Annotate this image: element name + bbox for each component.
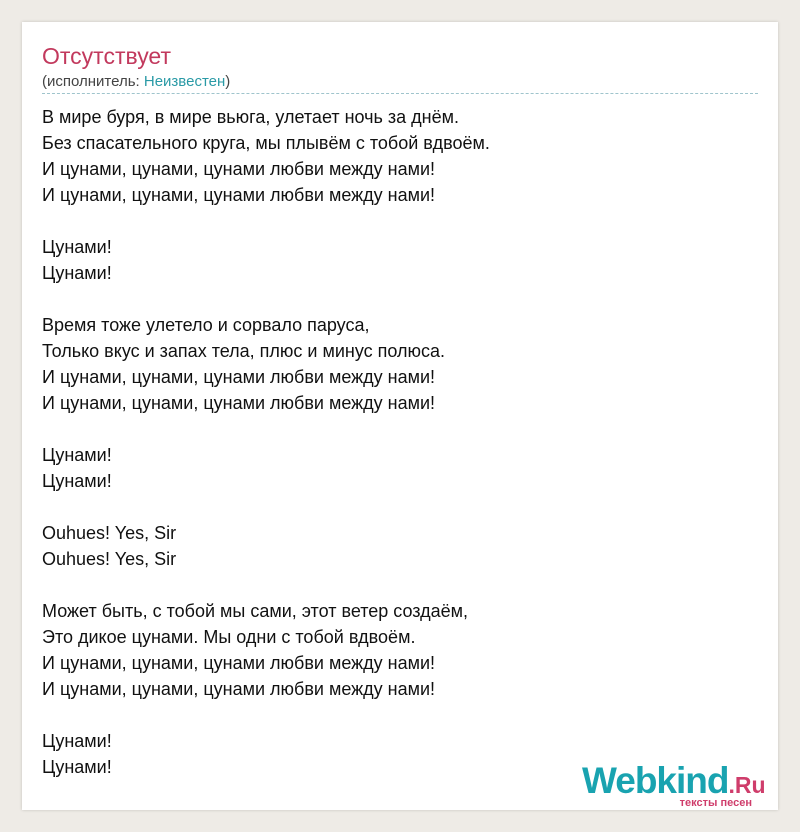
lyric-line: Только вкус и запах тела, плюс и минус полюса. [42, 341, 446, 361]
lyric-line: Цунами! [42, 445, 112, 465]
stanza-gap [42, 286, 758, 312]
stanza-gap [42, 494, 758, 520]
stanza-gap [42, 416, 758, 442]
logo-domain: .Ru [728, 772, 766, 798]
webkind-logo[interactable] [582, 760, 782, 812]
lyric-line: Ouhues! Yes, Sir [42, 523, 177, 543]
lyric-line: И цунами, цунами, цунами любви между нами! [42, 393, 436, 413]
logo-brand: Webkind [582, 760, 729, 801]
lyric-line: И цунами, цунами, цунами любви между нами! [42, 653, 436, 673]
lyric-line: Это дикое цунами. Мы одни с тобой вдвоём. [42, 627, 416, 647]
song-title: Отсутствует [42, 43, 171, 69]
divider [42, 93, 758, 94]
artist-prefix: (исполнитель: [42, 73, 144, 90]
lyrics-text [42, 104, 758, 780]
lyric-line: Цунами! [42, 263, 112, 283]
lyric-line: Цунами! [42, 731, 112, 751]
lyrics-card [22, 22, 778, 810]
lyric-line: И цунами, цунами, цунами любви между нами! [42, 679, 436, 699]
lyric-line: Цунами! [42, 757, 112, 777]
lyric-line: Может быть, с тобой мы сами, этот ветер создаём, [42, 601, 469, 621]
lyric-line: И цунами, цунами, цунами любви между нами! [42, 159, 436, 179]
lyric-line: Ouhues! Yes, Sir [42, 549, 177, 569]
lyric-line: Цунами! [42, 471, 112, 491]
lyric-line: И цунами, цунами, цунами любви между нами! [42, 367, 436, 387]
artist-link[interactable]: Неизвестен [143, 73, 226, 90]
stanza-gap [42, 208, 758, 234]
artist-line [42, 72, 230, 92]
lyric-line: Без спасательного круга, мы плывём с тобой вдвоём. [42, 133, 490, 153]
lyric-line: Время тоже улетело и сорвало паруса, [42, 315, 370, 335]
stanza-gap [42, 572, 758, 598]
stanza-gap [42, 702, 758, 728]
lyric-line: В мире буря, в мире вьюга, улетает ночь за днём. [42, 107, 460, 127]
lyric-line: Цунами! [42, 237, 112, 257]
lyric-line: И цунами, цунами, цунами любви между нами! [42, 185, 436, 205]
artist-suffix: ) [225, 73, 231, 90]
logo-tagline: тексты песен [679, 797, 752, 809]
